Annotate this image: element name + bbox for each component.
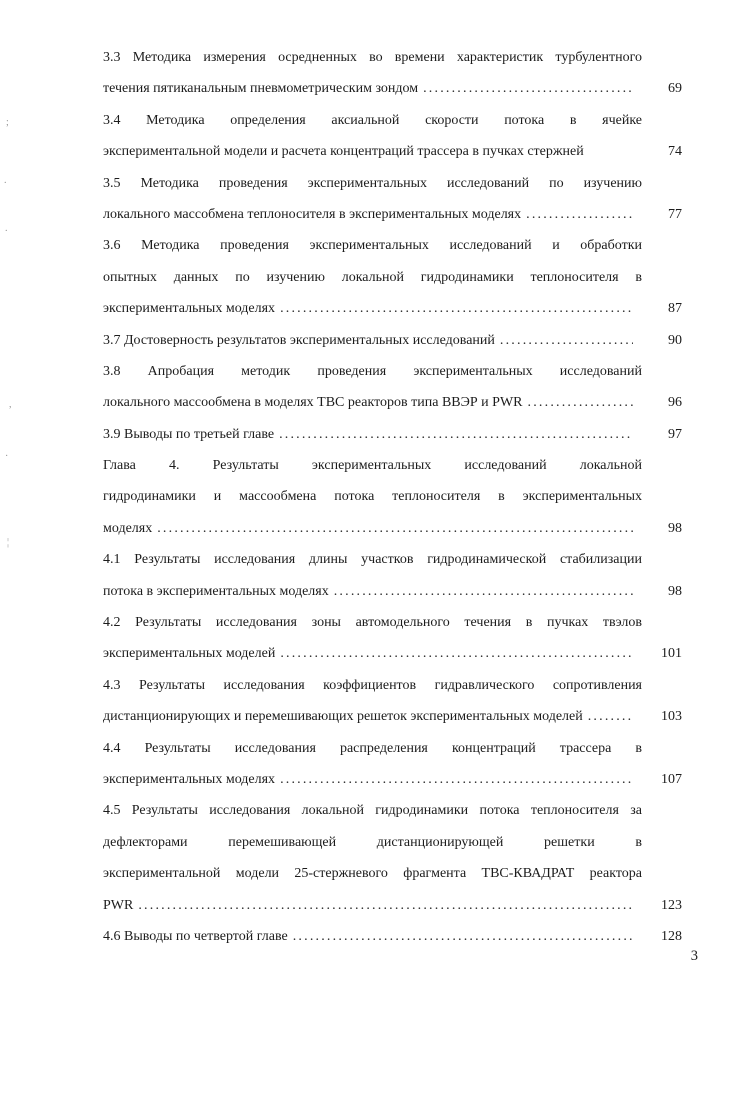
toc-entry (103, 795, 682, 921)
dot-leader (293, 921, 633, 952)
dot-leader (526, 199, 633, 230)
toc-page-number: 103 (661, 709, 682, 725)
scan-artifact: ; (6, 117, 9, 128)
toc-entry (103, 230, 682, 324)
toc-line: 4.2 Результаты исследования зоны автомодельного течения в пучках твэлов (103, 615, 642, 631)
scan-artifact: . (5, 223, 8, 234)
footer-page-number: 3 (690, 948, 698, 964)
toc-entry-text: экспериментальных моделях (103, 771, 276, 787)
dot-leader (280, 638, 633, 669)
toc-last-line (103, 136, 682, 167)
toc-last-line (103, 890, 682, 921)
toc-entry (103, 105, 682, 168)
scan-artifact: · (5, 451, 9, 462)
scan-artifact: , (9, 399, 12, 410)
toc-entry (103, 356, 682, 419)
toc-last-line (103, 73, 682, 104)
toc-entry-text: 3.9 Выводы по третьей главе (103, 426, 275, 442)
toc-entry-text: дистанционирующих и перемешивающих решеток экспериментальных моделей (103, 709, 583, 725)
toc-entry-text: потока в экспериментальных моделях (103, 583, 329, 599)
toc-entry (103, 168, 682, 231)
toc-entry (103, 450, 682, 544)
toc-entry (103, 670, 682, 733)
toc-entry (103, 325, 682, 356)
toc-last-line (103, 325, 682, 356)
toc-entry-text: 3.7 Достоверность результатов экспериментальных исследований (103, 332, 495, 348)
toc-line: 4.5 Результаты исследования локальной гидродинамики потока теплоносителя за (103, 803, 642, 819)
scan-artifact: . (4, 175, 7, 186)
toc-entry-text: моделях (103, 520, 153, 536)
dot-leader (500, 325, 633, 356)
toc-page-number: 107 (661, 771, 682, 787)
toc-line: 3.8 Апробация методик проведения экспериментальных исследований (103, 363, 642, 379)
toc-entry (103, 921, 682, 952)
dot-leader (157, 513, 633, 544)
toc-entry (103, 607, 682, 670)
dot-leader (423, 73, 633, 104)
toc-page-number: 74 (668, 144, 682, 160)
toc-entry-text: локального массобмена теплоносителя в экспериментальных моделях (103, 206, 522, 222)
toc-line: 3.3 Методика измерения осредненных во времени характеристик турбулентного (103, 50, 642, 65)
toc-line: 4.3 Результаты исследования коэффициентов гидравлического сопротивления (103, 677, 642, 693)
toc-page-number: 96 (668, 395, 682, 411)
toc-last-line (103, 419, 682, 450)
toc-page-number: 77 (668, 206, 682, 222)
toc-entry (103, 544, 682, 607)
toc-line: гидродинамики и массообмена потока теплоносителя в экспериментальных (103, 489, 642, 505)
toc-page-number: 90 (668, 332, 682, 348)
toc-page-number: 128 (661, 928, 682, 944)
toc-last-line (103, 513, 682, 544)
toc-line: 3.4 Методика определения аксиальной скорости потока в ячейке (103, 112, 642, 128)
toc-page-number: 69 (668, 81, 682, 97)
toc-entry-text: экспериментальных моделей (103, 646, 276, 662)
toc-entry-text: PWR (103, 897, 134, 913)
toc-last-line (103, 199, 682, 230)
toc-entry (103, 419, 682, 450)
dot-leader (280, 764, 633, 795)
dot-leader (138, 890, 633, 921)
toc-line: 4.4 Результаты исследования распределения концентраций трассера в (103, 740, 642, 756)
dot-leader (334, 576, 633, 607)
toc-page-number: 97 (668, 426, 682, 442)
dot-leader (280, 293, 633, 324)
toc-last-line (103, 921, 682, 952)
dot-leader (528, 387, 633, 418)
toc-entry-text: 4.6 Выводы по четвертой главе (103, 928, 288, 944)
toc-last-line (103, 576, 682, 607)
scan-artifact: ¦ (7, 537, 10, 548)
toc-line: 3.6 Методика проведения экспериментальных исследований и обработки (103, 238, 642, 254)
toc-page-number: 101 (661, 646, 682, 662)
toc-line: опытных данных по изучению локальной гидродинамики теплоносителя в (103, 269, 642, 285)
toc-entry-text: течения пятиканальным пневмометрическим зондом (103, 81, 419, 97)
toc-page-number: 98 (668, 583, 682, 599)
toc-entry-text: экспериментальных моделях (103, 301, 276, 317)
toc-line: дефлекторами перемешивающей дистанционирующей решетки в (103, 834, 642, 850)
toc-last-line (103, 638, 682, 669)
toc-entry-text: экспериментальной модели и расчета концентраций трассера в пучках стержней (103, 144, 584, 160)
dot-leader (279, 419, 633, 450)
toc-last-line (103, 293, 682, 324)
toc-entry (103, 42, 682, 105)
toc-entry-text: локального массообмена в моделях ТВС реакторов типа ВВЭР и PWR (103, 395, 523, 411)
dot-leader (588, 701, 633, 732)
toc-page-number: 98 (668, 520, 682, 536)
toc-last-line (103, 764, 682, 795)
toc-line: 3.5 Методика проведения экспериментальных исследований по изучению (103, 175, 642, 191)
toc-line: экспериментальной модели 25-стержневого фрагмента ТВС-КВАДРАТ реактора (103, 866, 642, 882)
toc-last-line (103, 387, 682, 418)
toc-page-number: 123 (661, 897, 682, 913)
toc-last-line (103, 701, 682, 732)
toc-entry (103, 733, 682, 796)
toc-line: 4.1 Результаты исследования длины участков гидродинамической стабилизации (103, 552, 642, 568)
toc-line: Глава 4. Результаты экспериментальных исследований локальной (103, 458, 642, 474)
toc-page-number: 87 (668, 301, 682, 317)
